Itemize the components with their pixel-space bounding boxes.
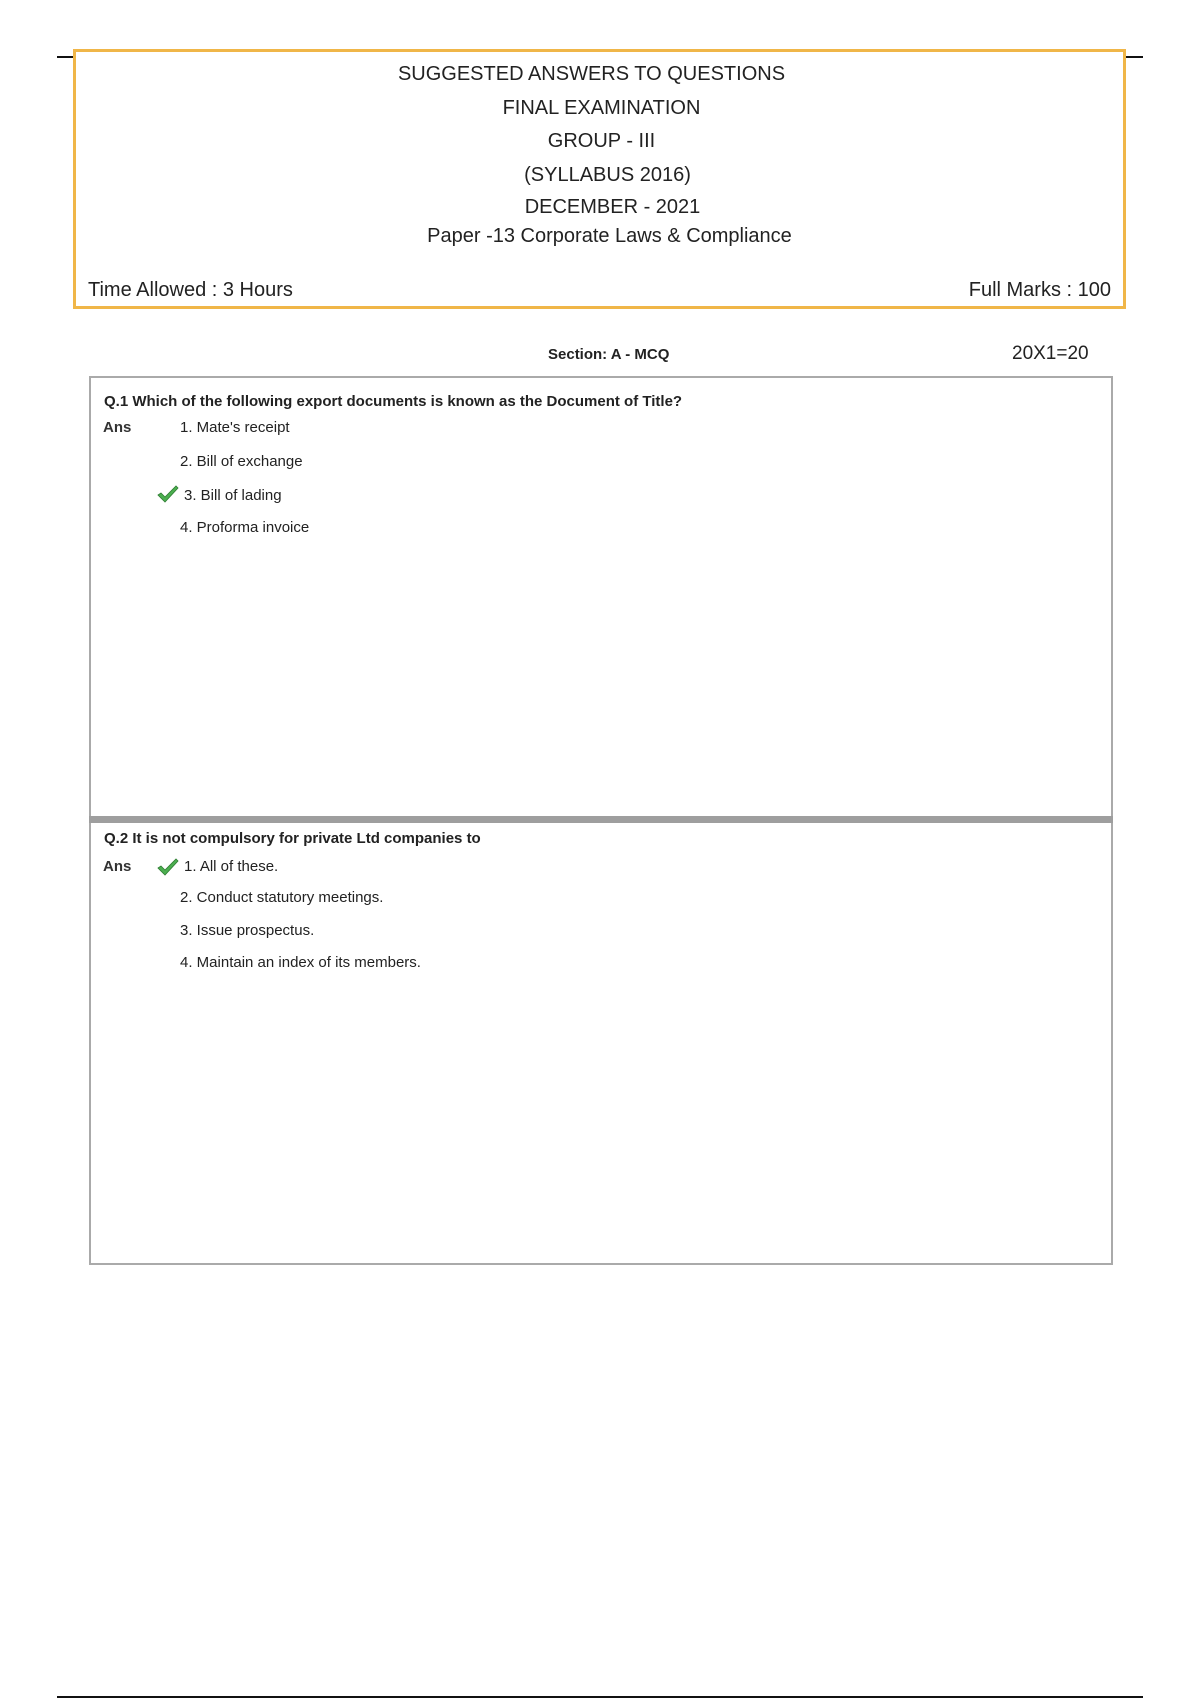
header-paper: Paper -13 Corporate Laws & Compliance	[427, 225, 792, 247]
header-exam-name: FINAL EXAMINATION	[502, 97, 701, 119]
option-1: 1. Mate's receipt	[180, 419, 290, 436]
question-box-1	[89, 376, 1113, 819]
checkmark-icon	[157, 858, 179, 876]
option-3-correct: 3. Bill of lading	[184, 487, 282, 504]
answer-label: Ans	[103, 419, 132, 436]
section-title: Section: A - MCQ	[548, 346, 670, 363]
checkmark-icon	[157, 485, 179, 503]
option-4: 4. Maintain an index of its members.	[180, 954, 421, 971]
time-allowed: Time Allowed : 3 Hours	[88, 279, 293, 301]
header-syllabus: (SYLLABUS 2016)	[524, 164, 691, 186]
option-2: 2. Conduct statutory meetings.	[180, 889, 384, 906]
option-2: 2. Bill of exchange	[180, 453, 303, 470]
header-title: SUGGESTED ANSWERS TO QUESTIONS	[397, 63, 786, 85]
header-group: GROUP - III	[547, 130, 656, 152]
full-marks: Full Marks : 100	[968, 279, 1111, 301]
option-4: 4. Proforma invoice	[180, 519, 310, 536]
exam-header-box	[73, 49, 1126, 309]
option-1-correct: 1. All of these.	[184, 858, 279, 875]
bottom-rule	[57, 1696, 1143, 1698]
answer-label: Ans	[103, 858, 132, 875]
question-text: Q.2 It is not compulsory for private Ltd companies to	[104, 830, 481, 847]
question-box-2	[89, 823, 1113, 1265]
question-text: Q.1 Which of the following export documents is known as the Document of Title?	[104, 393, 683, 410]
option-3: 3. Issue prospectus.	[180, 922, 315, 939]
header-session: DECEMBER - 2021	[524, 196, 701, 218]
section-marks: 20X1=20	[1012, 343, 1089, 364]
